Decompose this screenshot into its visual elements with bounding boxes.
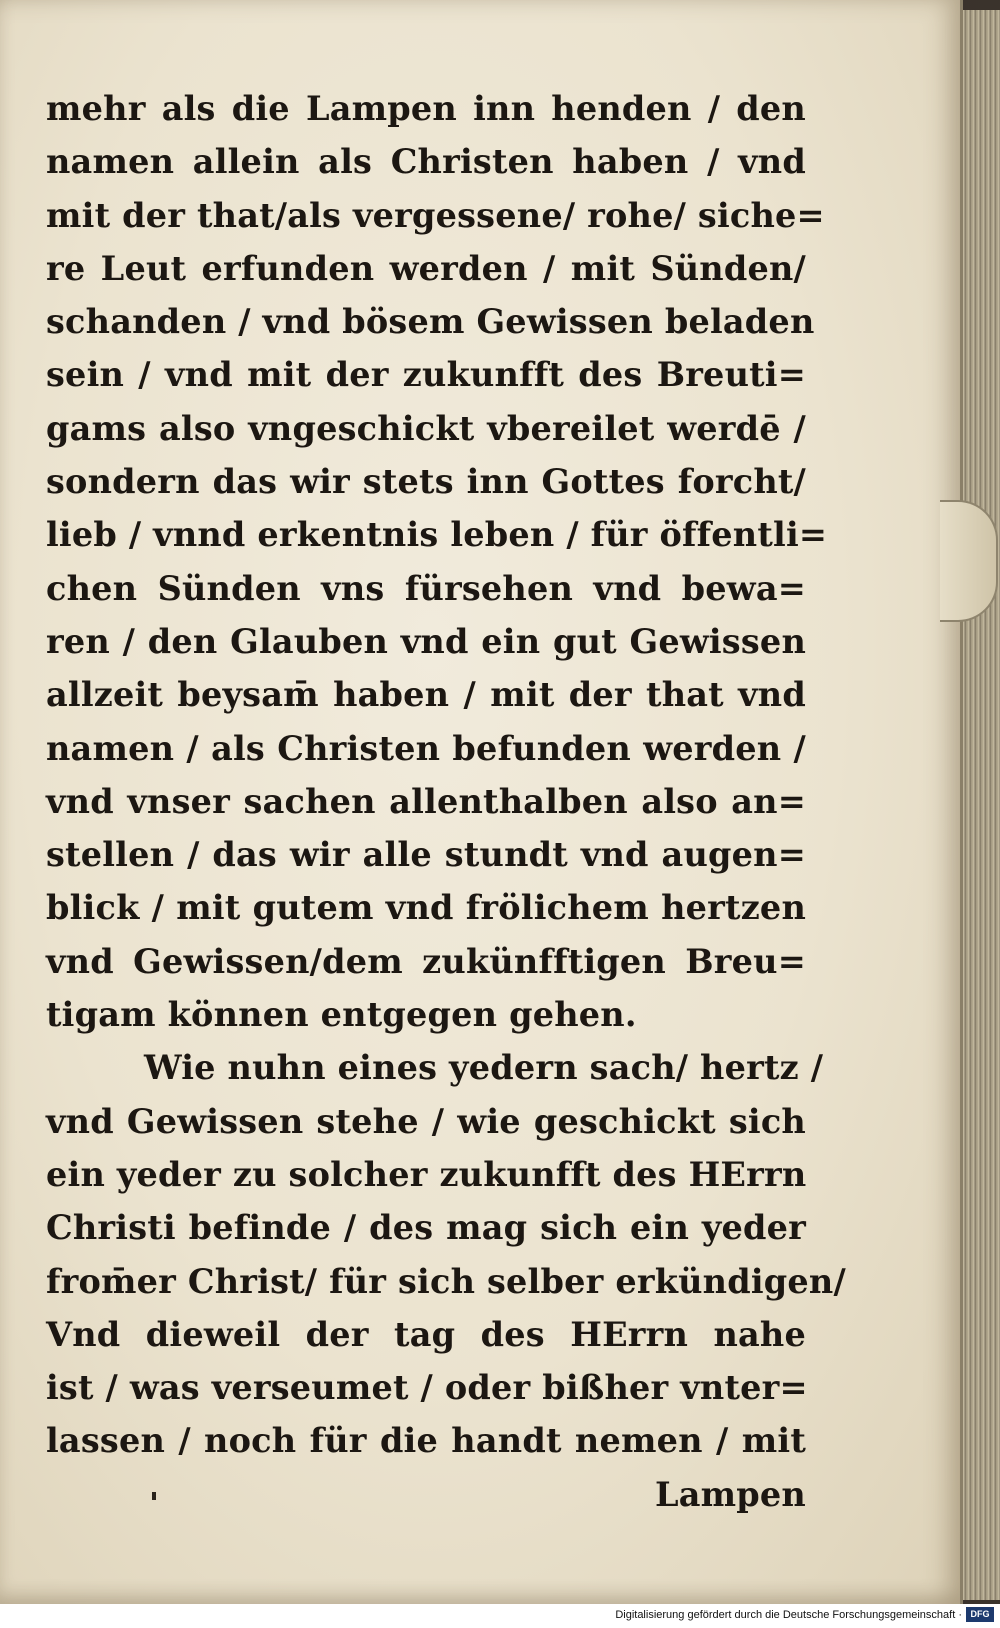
fraktur-text-block [46,82,846,1521]
text-line-23: from̄er Christ/ für sich selber erkündigen/ [46,1261,846,1301]
text-line-9: lieb / vnnd erkentnis leben / für öffentli= [46,515,828,555]
text-line-21: ein yeder zu solcher zukunfft des HErrn [46,1154,807,1194]
text-line-12: allzeit beysam̄ haben / mit der that vnd [46,675,806,715]
text-line-6: sein / vnd mit der zukunfft des Breuti= [46,355,806,395]
text-line-3: mit der that/als vergessene/ rohe/ siche= [46,195,825,235]
text-line-22: Christi befinde / des mag sich ein yeder [46,1208,806,1248]
text-line-17: vnd Gewissen/dem zukünfftigen Breu= [46,941,806,981]
ink-mark [152,1492,156,1500]
text-line-13: namen / als Christen befunden werden / [46,728,806,768]
text-line-25: ist / was verseumet / oder bißher vnter= [46,1368,808,1408]
text-line-24: Vnd dieweil der tag des HErrn nahe [46,1314,806,1354]
digitization-credit: Digitalisierung gefördert durch die Deutsche Forschungsgemeinschaft · [615,1609,962,1621]
text-line-8: sondern das wir stets inn Gottes forcht/ [46,462,806,502]
text-line-19: Wie nuhn eines yedern sach/ hertz / [144,1048,824,1088]
text-line-5: schanden / vnd bösem Gewissen beladen [46,302,815,342]
text-line-18: tigam können entgegen gehen. [46,995,637,1035]
catchword: Lampen [654,1474,806,1514]
text-line-4: re Leut erfunden werden / mit Sünden/ [46,248,806,288]
text-line-1: mehr als die Lampen inn henden / den [46,89,806,128]
page-tab-marker [940,500,998,622]
text-line-2: namen allein als Christen haben / vnd [46,142,806,182]
text-line-26: lassen / noch für die handt nemen / mit [46,1421,806,1461]
text-line-20: vnd Gewissen stehe / wie geschickt sich [46,1101,806,1141]
text-line-7: gams also vngeschickt vbereilet werdē / [46,408,806,448]
text-line-14: vnd vnser sachen allenthalben also an= [46,781,806,821]
dfg-logo: DFG [966,1607,994,1622]
text-line-15: stellen / das wir alle stundt vnd augen= [46,835,806,875]
text-line-11: ren / den Glauben vnd ein gut Gewissen [46,621,806,661]
text-line-16: blick / mit gutem vnd frölichem hertzen [46,888,806,928]
text-line-10: chen Sünden vns fürsehen vnd bewa= [46,568,806,608]
